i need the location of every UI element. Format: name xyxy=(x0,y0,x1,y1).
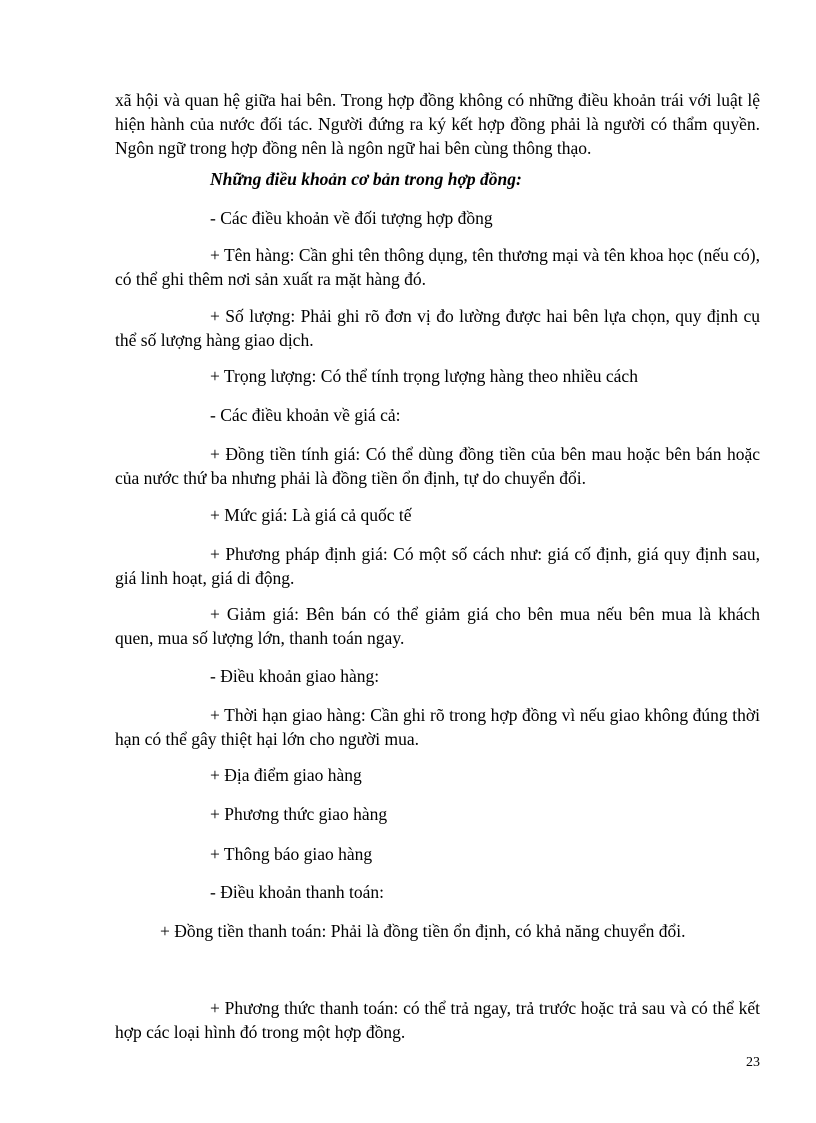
item-delivery-deadline: + Thời hạn giao hàng: Cần ghi rõ trong hợp đồng vì nếu giao không đúng thời hạn có thể gây thiệt hại lớn cho người mua. xyxy=(115,705,760,749)
object-clause-title: - Các điều khoản về đối tượng hợp đồng xyxy=(210,208,493,228)
delivery-clause-title: - Điều khoản giao hàng: xyxy=(210,666,380,686)
item-discount: + Giảm giá: Bên bán có thể giảm giá cho bên mua nếu bên mua là khách quen, mua số lượng lớn, thanh toán ngay. xyxy=(115,604,760,648)
page-number: 23 xyxy=(746,1055,760,1070)
section-heading: Những điều khoản cơ bản trong hợp đồng: xyxy=(210,169,522,189)
item-pricing-method: + Phương pháp định giá: Có một số cách như: giá cố định, giá quy định sau, giá linh hoạt, giá di động. xyxy=(115,544,760,588)
item-payment-currency: + Đồng tiền thanh toán: Phải là đồng tiền ổn định, có khả năng chuyển đổi. xyxy=(160,921,686,941)
item-quantity: + Số lượng: Phải ghi rõ đơn vị đo lường được hai bên lựa chọn, quy định cụ thể số lượng hàng giao dịch. xyxy=(115,306,760,350)
item-price-level: + Mức giá: Là giá cả quốc tế xyxy=(210,505,412,525)
item-price-currency: + Đồng tiền tính giá: Có thể dùng đồng tiền của bên mau hoặc bên bán hoặc của nước thứ ba nhưng phải là đồng tiền ổn định, tự do chuyển đổi. xyxy=(115,444,760,488)
item-delivery-notice: + Thông báo giao hàng xyxy=(210,844,373,864)
item-goods-name: + Tên hàng: Cần ghi tên thông dụng, tên thương mại và tên khoa học (nếu có), có thể ghi thêm nơi sản xuất ra mặt hàng đó. xyxy=(115,245,760,289)
price-clause-title: - Các điều khoản về giá cả: xyxy=(210,405,401,425)
payment-clause-title: - Điều khoản thanh toán: xyxy=(210,882,384,902)
item-delivery-place: + Địa điểm giao hàng xyxy=(210,765,362,785)
item-payment-method: + Phương thức thanh toán: có thể trả ngay, trả trước hoặc trả sau và có thể kết hợp các loại hình đó trong một hợp đồng. xyxy=(115,998,760,1042)
item-weight: + Trọng lượng: Có thể tính trọng lượng hàng theo nhiều cách xyxy=(210,366,638,386)
item-delivery-mode: + Phương thức giao hàng xyxy=(210,804,388,824)
intro-paragraph: xã hội và quan hệ giữa hai bên. Trong hợp đồng không có những điều khoản trái với luật lệ hiện hành của nước đối tác. Người đứng ra ký kết hợp đồng phải là người có thẩm quyền. Ngôn ngữ trong hợp đồng nên là ngôn ngữ hai bên cùng thông thạo. xyxy=(115,90,760,158)
